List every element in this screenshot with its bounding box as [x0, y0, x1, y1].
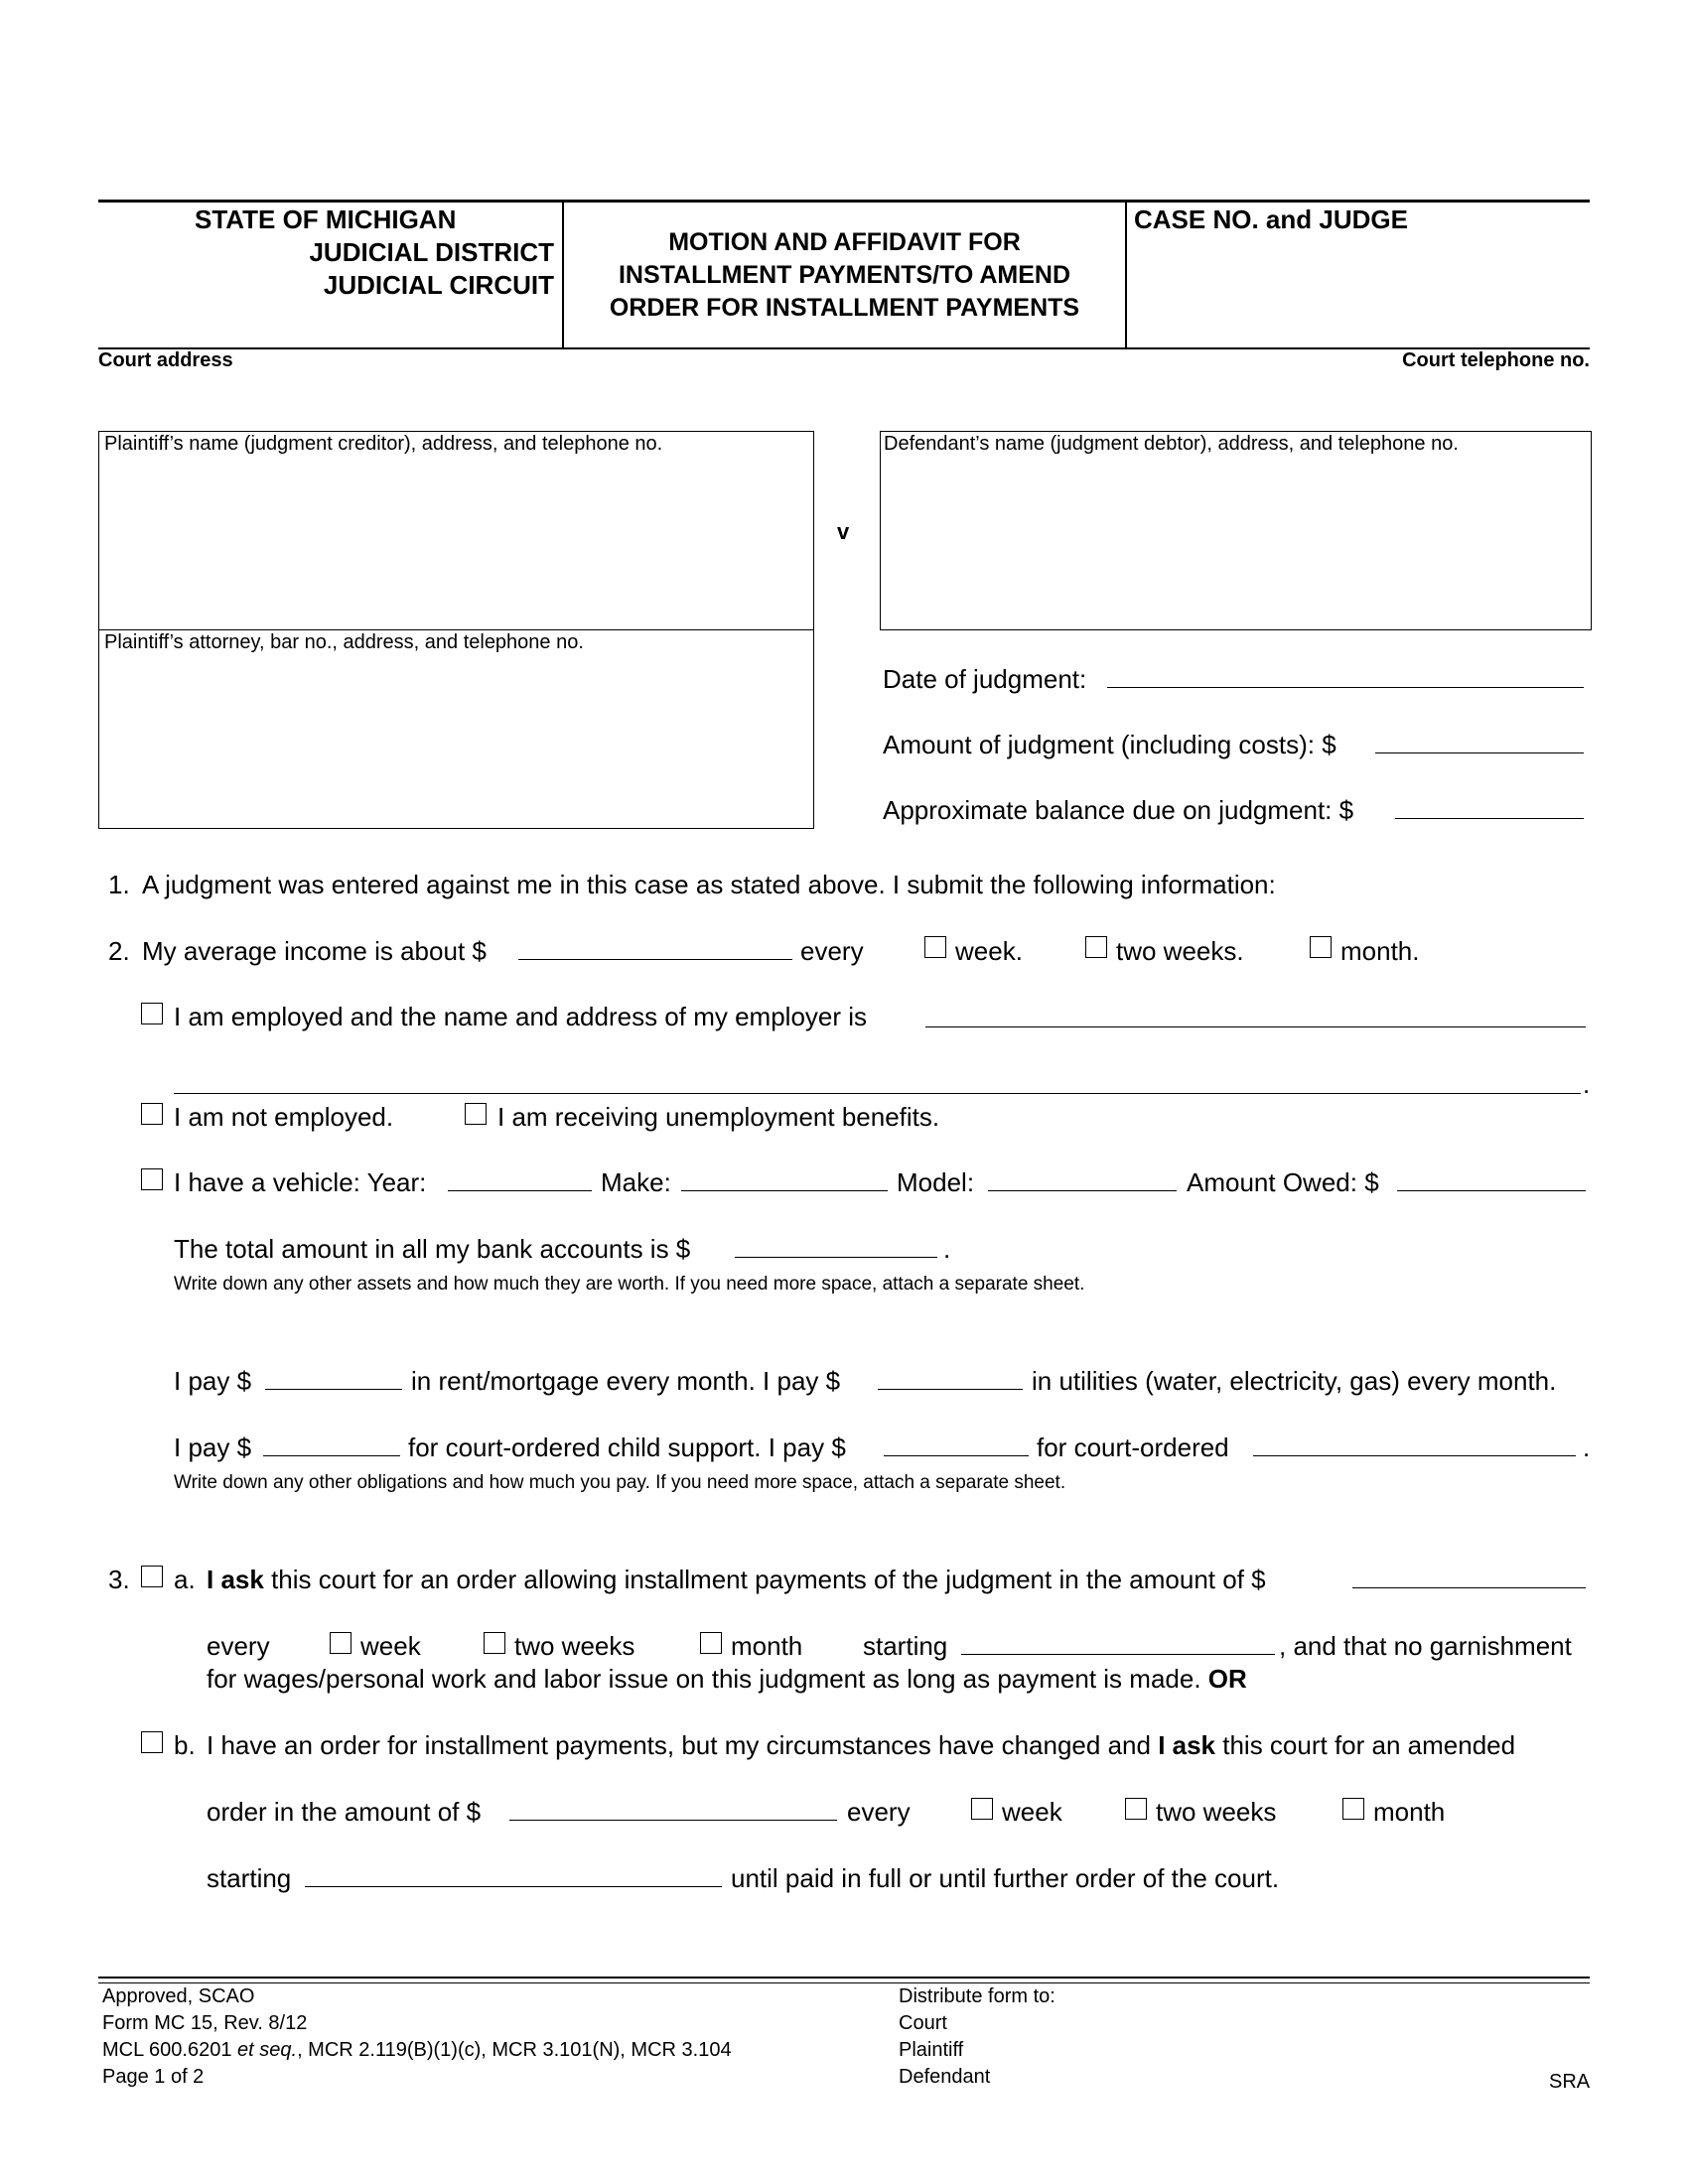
- versus-label: v: [837, 519, 850, 544]
- not-employed-label: I am not employed.: [174, 1102, 394, 1132]
- item3b-starting-label: starting: [207, 1863, 292, 1893]
- rent-label: in rent/mortgage every month. I pay $: [411, 1366, 841, 1396]
- amount-of-judgment-label: Amount of judgment (including costs): $: [883, 730, 1336, 759]
- circuit-label: JUDICIAL CIRCUIT: [323, 270, 554, 300]
- employer-field-line-1[interactable]: [925, 1026, 1586, 1027]
- footer-citations: [102, 2037, 732, 2064]
- income-field[interactable]: [518, 959, 792, 960]
- employed-checkbox[interactable]: [141, 1003, 163, 1024]
- item3a-starting-label: starting: [863, 1631, 948, 1661]
- item3b-label: b.: [174, 1730, 196, 1760]
- item3a-month-label: month: [731, 1631, 803, 1661]
- item3a-two-weeks-checkbox[interactable]: [484, 1632, 505, 1654]
- item3b-starting-field[interactable]: [305, 1886, 722, 1887]
- item1-number: 1.: [108, 870, 130, 899]
- bank-field[interactable]: [735, 1257, 937, 1258]
- item3a-text: [207, 1565, 1266, 1595]
- item2-number: 2.: [108, 936, 130, 966]
- footer-form-number: Form MC 15, Rev. 8/12: [102, 2012, 308, 2034]
- footer-et-seq: et seq.: [237, 2039, 298, 2061]
- case-no-field[interactable]: [1132, 238, 1584, 342]
- item3a-month-checkbox[interactable]: [700, 1632, 722, 1654]
- child-support-field[interactable]: [263, 1455, 400, 1456]
- item3b-until-paid: until paid in full or until further order of the court.: [731, 1863, 1280, 1893]
- income-month-checkbox[interactable]: [1310, 936, 1332, 958]
- item3a-request: this court for an order allowing installment payments of the judgment in the amount of $: [271, 1565, 1266, 1594]
- utilities-field[interactable]: [878, 1389, 1023, 1390]
- item3a-garnishment-label: , and that no garnishment: [1279, 1631, 1572, 1661]
- court-ordered-type-field[interactable]: [1253, 1455, 1576, 1456]
- balance-due-label: Approximate balance due on judgment: $: [883, 795, 1354, 825]
- header-divider-2: [1125, 200, 1127, 348]
- item1-text: A judgment was entered against me in this case as stated above. I submit the following information:: [142, 870, 1276, 899]
- balance-due-field[interactable]: [1395, 818, 1584, 819]
- vehicle-year-field[interactable]: [448, 1190, 592, 1191]
- child-support-pay-label: I pay $: [174, 1433, 252, 1462]
- item3b-week-checkbox[interactable]: [971, 1798, 993, 1820]
- form-title-line-3: ORDER FOR INSTALLMENT PAYMENTS: [609, 294, 1080, 322]
- bank-period: .: [943, 1234, 951, 1264]
- income-week-checkbox[interactable]: [924, 936, 946, 958]
- item3a-amount-field[interactable]: [1352, 1587, 1586, 1588]
- item3b-text: [207, 1730, 1515, 1761]
- rent-pay-label: I pay $: [174, 1366, 252, 1396]
- item3b-order-amount-label: order in the amount of $: [207, 1797, 482, 1827]
- employed-label: I am employed and the name and address of my employer is: [174, 1002, 868, 1031]
- amount-of-judgment-field[interactable]: [1375, 752, 1584, 753]
- form-title: [564, 226, 1125, 325]
- item3b-month-label: month: [1373, 1797, 1446, 1827]
- item3b-two-weeks-checkbox[interactable]: [1125, 1798, 1147, 1820]
- item3a-week-label: week: [360, 1631, 421, 1661]
- employer-period: .: [1583, 1069, 1591, 1099]
- item3a-checkbox[interactable]: [141, 1566, 163, 1587]
- item3b-i-ask: I ask: [1158, 1730, 1216, 1760]
- distribute-label: Distribute form to:: [899, 1985, 1055, 2007]
- court-ordered-period: .: [1583, 1433, 1591, 1462]
- date-of-judgment-label: Date of judgment:: [883, 664, 1087, 694]
- state-label: STATE OF MICHIGAN: [195, 205, 457, 234]
- footer-left: [102, 1983, 732, 2091]
- vehicle-make-field[interactable]: [681, 1190, 888, 1191]
- item3a-i-ask: I ask: [207, 1565, 264, 1594]
- item3-number: 3.: [108, 1565, 130, 1594]
- item3b-order-amount-field[interactable]: [509, 1820, 837, 1821]
- item3a-garnishment-text: for wages/personal work and labor issue on this judgment as long as payment is made.: [207, 1664, 1201, 1694]
- item3b-month-checkbox[interactable]: [1342, 1798, 1364, 1820]
- footer-sra: SRA: [1549, 2071, 1591, 2093]
- income-week-label: week.: [955, 936, 1023, 966]
- income-label: My average income is about $: [142, 936, 487, 966]
- income-two-weeks-checkbox[interactable]: [1085, 936, 1107, 958]
- vehicle-model-field[interactable]: [988, 1190, 1177, 1191]
- income-every-label: every: [800, 936, 864, 966]
- vehicle-model-label: Model:: [897, 1167, 975, 1197]
- item3b-every-label: every: [847, 1797, 911, 1827]
- distribute-court: Court: [899, 2012, 947, 2034]
- item3b-week-label: week: [1002, 1797, 1062, 1827]
- item3a-garnishment-cont: [207, 1664, 1247, 1695]
- header-bottom-rule: [98, 347, 1590, 349]
- item3a-or: OR: [1207, 1664, 1247, 1694]
- vehicle-year-label: I have a vehicle: Year:: [174, 1167, 427, 1197]
- rent-field[interactable]: [265, 1389, 402, 1390]
- item3a-week-checkbox[interactable]: [330, 1632, 352, 1654]
- item3a-every-label: every: [207, 1631, 270, 1661]
- plaintiff-attorney-label: Plaintiff’s attorney, bar no., address, and telephone no.: [104, 631, 584, 653]
- income-two-weeks-label: two weeks.: [1116, 936, 1244, 966]
- item3b-text-1: I have an order for installment payments, but my circumstances have changed and: [207, 1730, 1151, 1760]
- court-phone-label: Court telephone no.: [1402, 349, 1590, 371]
- district-label: JUDICIAL DISTRICT: [309, 237, 554, 267]
- date-of-judgment-field[interactable]: [1107, 687, 1584, 688]
- vehicle-make-label: Make:: [601, 1167, 671, 1197]
- case-no-label: CASE NO. and JUDGE: [1134, 205, 1408, 234]
- utilities-label: in utilities (water, electricity, gas) every month.: [1032, 1366, 1557, 1396]
- not-employed-checkbox[interactable]: [141, 1103, 163, 1125]
- plaintiff-attorney-box[interactable]: [98, 629, 814, 829]
- item3b-text-2: this court for an amended: [1222, 1730, 1516, 1760]
- unemployment-checkbox[interactable]: [465, 1103, 487, 1125]
- obligations-note: Write down any other obligations and how much you pay. If you need more space, attach a separate sheet.: [174, 1472, 1066, 1493]
- item3b-checkbox[interactable]: [141, 1731, 163, 1753]
- footer-mcr: , MCR 2.119(B)(1)(c), MCR 3.101(N), MCR 3.104: [297, 2039, 732, 2061]
- defendant-label: Defendant’s name (judgment debtor), address, and telephone no.: [884, 433, 1459, 455]
- vehicle-amount-owed-field[interactable]: [1397, 1190, 1586, 1191]
- employer-field-line-2[interactable]: [174, 1093, 1581, 1094]
- assets-note: Write down any other assets and how much they are worth. If you need more space, attach a separate sheet.: [174, 1274, 1085, 1295]
- footer-approved: Approved, SCAO: [102, 1985, 255, 2007]
- item3a-label: a.: [174, 1565, 196, 1594]
- form-title-line-2: INSTALLMENT PAYMENTS/TO AMEND: [618, 261, 1071, 289]
- court-ordered-label: for court-ordered: [1037, 1433, 1229, 1462]
- court-address-label: Court address: [98, 349, 233, 371]
- item3a-starting-field[interactable]: [961, 1654, 1275, 1655]
- distribute-plaintiff: Plaintiff: [899, 2039, 964, 2061]
- plaintiff-label: Plaintiff’s name (judgment creditor), address, and telephone no.: [104, 433, 663, 455]
- vehicle-checkbox[interactable]: [141, 1168, 163, 1190]
- header-top-rule: [98, 200, 1590, 203]
- distribute-defendant: Defendant: [899, 2066, 991, 2088]
- bank-label: The total amount in all my bank accounts is $: [174, 1234, 691, 1264]
- footer-distribution: [899, 1983, 1055, 2091]
- vehicle-amount-owed-label: Amount Owed: $: [1187, 1167, 1379, 1197]
- income-month-label: month.: [1340, 936, 1420, 966]
- footer-rule-1: [98, 1977, 1590, 1979]
- footer-page-number: Page 1 of 2: [102, 2066, 205, 2088]
- plaintiff-box[interactable]: [98, 431, 814, 630]
- form-title-line-1: MOTION AND AFFIDAVIT FOR: [668, 228, 1021, 256]
- item3b-two-weeks-label: two weeks: [1156, 1797, 1277, 1827]
- court-ordered-amount-field[interactable]: [884, 1455, 1029, 1456]
- defendant-box[interactable]: [880, 431, 1592, 630]
- footer-mcl: MCL 600.6201: [102, 2039, 238, 2061]
- item3a-two-weeks-label: two weeks: [514, 1631, 635, 1661]
- child-support-label: for court-ordered child support. I pay $: [408, 1433, 846, 1462]
- unemployment-label: I am receiving unemployment benefits.: [497, 1102, 940, 1132]
